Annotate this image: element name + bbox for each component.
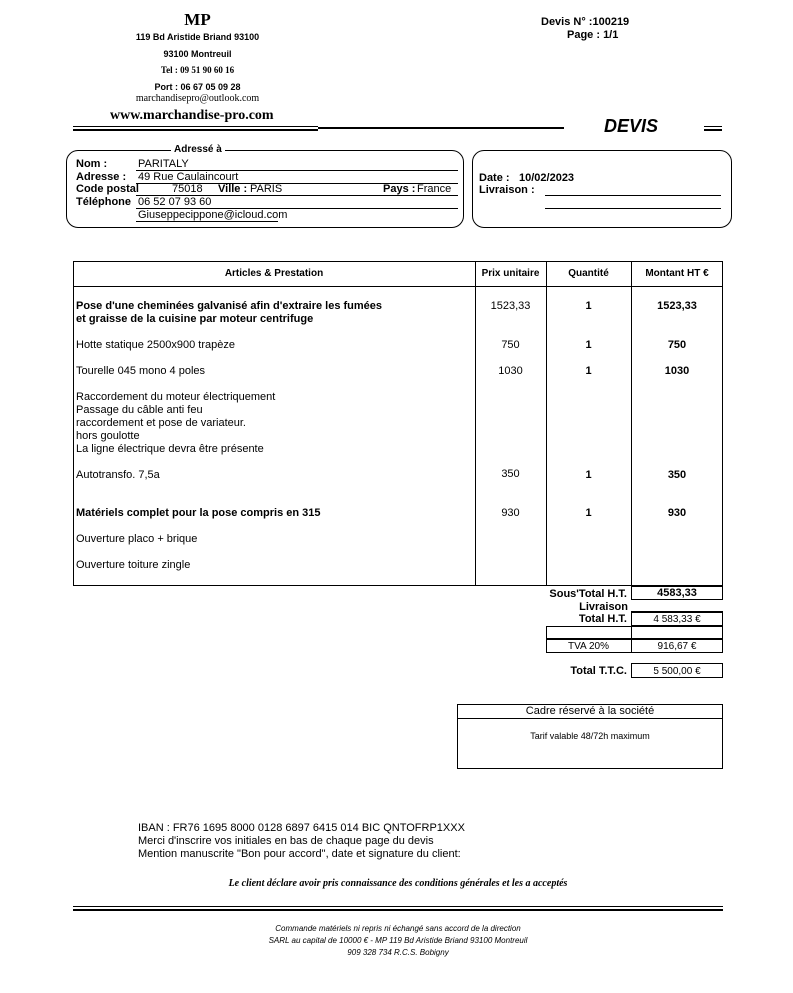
client-email: Giuseppecippone@icloud.com	[138, 209, 288, 221]
doc-title: DEVIS	[604, 116, 659, 136]
header-rule-middle	[318, 127, 564, 129]
client-tel: 06 52 07 93 60	[138, 196, 212, 208]
table-header-rule	[73, 286, 723, 287]
client-cp-label: Code postal	[76, 183, 139, 195]
total-ht-value: 4 583,33 €	[653, 614, 701, 625]
mention-text: Mention manuscrite "Bon pour accord", date et signature du client:	[138, 848, 461, 860]
header-rule-left-1	[73, 126, 318, 127]
row-3-price: 750	[501, 339, 520, 351]
row-4-desc: Tourelle 045 mono 4 poles	[76, 365, 206, 377]
livraison-label: Livraison :	[479, 184, 535, 196]
company-name: MP	[184, 10, 211, 29]
row-1-price: 1523,33	[490, 300, 531, 312]
company-tel: Tel : 09 51 90 60 16	[160, 65, 235, 75]
client-adresse: 49 Rue Caulaincourt	[138, 171, 239, 183]
date-value: 10/02/2023	[519, 172, 575, 184]
livraison-line-1	[545, 195, 721, 196]
footer-rule-1	[73, 906, 723, 907]
row-5-desc: Raccordement du moteur électriquement	[76, 391, 276, 403]
row-11-price: 930	[501, 507, 520, 519]
tva-value: 916,67 €	[657, 641, 697, 652]
row-3-desc: Hotte statique 2500x900 trapèze	[76, 339, 236, 351]
row-11-desc: Matériels complet pour la pose compris en 315	[76, 507, 321, 519]
cadre-text: Tarif valable 48/72h maximum	[530, 731, 650, 741]
row-1-qty: 1	[585, 300, 592, 312]
legal-line-1: Commande matériels ni repris ni échangé sans accord de la direction	[275, 924, 521, 933]
row-10-price: 350	[501, 468, 520, 480]
legal-line-2: SARL au capital de 10000 € - MP 119 Bd Aristide Briand 93100 Montreuil	[268, 936, 528, 945]
client-adresse-label: Adresse :	[76, 171, 127, 183]
footer-rule-2	[73, 909, 723, 911]
row-7-desc: raccordement et pose de variateur.	[76, 417, 246, 429]
row-4-price: 1030	[498, 365, 523, 377]
client-cp: 75018	[172, 183, 203, 195]
company-website: www.marchandise-pro.com	[110, 108, 274, 123]
row-1-amount: 1523,33	[657, 300, 697, 312]
client-ville-label: Ville :	[218, 183, 248, 195]
livraison-total-label: Livraison	[579, 601, 628, 613]
client-pays-label: Pays :	[383, 183, 416, 195]
ttc-value: 5 500,00 €	[653, 666, 701, 677]
client-nom-label: Nom :	[76, 158, 108, 170]
row-12-desc: Ouverture placo + brique	[76, 533, 198, 545]
header-rule-right-2	[704, 129, 722, 131]
livraison-line-2	[545, 208, 721, 209]
client-heading: Adressé à	[171, 144, 225, 155]
declaration-text: Le client déclare avoir pris connaissance des conditions générales et les a acceptés	[228, 878, 568, 889]
header-quantite: Quantité	[568, 268, 609, 279]
sous-total-value: 4583,33	[657, 587, 697, 599]
ttc-label: Total T.T.C.	[570, 665, 627, 677]
cadre-rule	[457, 718, 723, 719]
cadre-title: Cadre réservé à la société	[525, 705, 655, 717]
iban: IBAN : FR76 1695 8000 0128 6897 6415 014 BIC QNTOFRP1XXX	[138, 822, 465, 834]
row-1-desc: Pose d'une cheminées galvanisé afin d'extraire les fumées	[76, 300, 383, 312]
spacer-divider	[631, 626, 632, 639]
row-8-desc: hors goulotte	[76, 430, 140, 442]
row-10-desc: Autotransfo. 7,5a	[76, 469, 160, 481]
page-number: Page : 1/1	[567, 29, 619, 41]
merci-text: Merci d'inscrire vos initiales en bas de chaque page du devis	[138, 835, 434, 847]
row-3-qty: 1	[585, 339, 592, 351]
row-10-qty: 1	[585, 469, 592, 481]
client-pays: France	[417, 183, 452, 195]
row-9-desc: La ligne électrique devra être présente	[76, 443, 264, 455]
row-11-qty: 1	[585, 507, 592, 519]
company-email: marchandisepro@outlook.com	[135, 93, 260, 104]
header-rule-left-2	[73, 129, 318, 131]
client-tel-label: Téléphone	[76, 196, 132, 208]
legal-line-3: 909 328 734 R.C.S. Bobigny	[347, 948, 449, 957]
email-underline	[136, 221, 278, 222]
client-nom: PARITALY	[138, 158, 189, 170]
header-prix: Prix unitaire	[481, 268, 540, 279]
header-montant: Montant HT €	[645, 268, 709, 279]
sous-total-label: Sous'Total H.T.	[549, 588, 627, 600]
row-4-qty: 1	[585, 365, 592, 377]
row-2-desc: et graisse de la cuisine par moteur centrifuge	[76, 313, 314, 325]
total-ht-label: Total H.T.	[578, 613, 627, 625]
row-13-desc: Ouverture toiture zingle	[76, 559, 191, 571]
header-rule-right-1	[704, 126, 722, 127]
devis-number: Devis N° :100219	[541, 16, 630, 28]
row-6-desc: Passage du câble anti feu	[76, 404, 203, 416]
header-articles: Articles & Prestation	[224, 268, 324, 279]
row-3-amount: 750	[667, 339, 687, 351]
company-port: Port : 06 67 05 09 28	[154, 82, 241, 92]
tva-label: TVA 20%	[568, 641, 609, 652]
client-ville: PARIS	[250, 183, 283, 195]
row-11-amount: 930	[667, 507, 687, 519]
company-address-2: 93100 Montreuil	[163, 49, 232, 59]
company-address-1: 119 Bd Aristide Briand 93100	[135, 32, 260, 42]
row-4-amount: 1030	[664, 365, 690, 377]
row-10-amount: 350	[667, 469, 687, 481]
spacer-box	[546, 626, 723, 639]
date-label: Date :	[479, 172, 510, 184]
